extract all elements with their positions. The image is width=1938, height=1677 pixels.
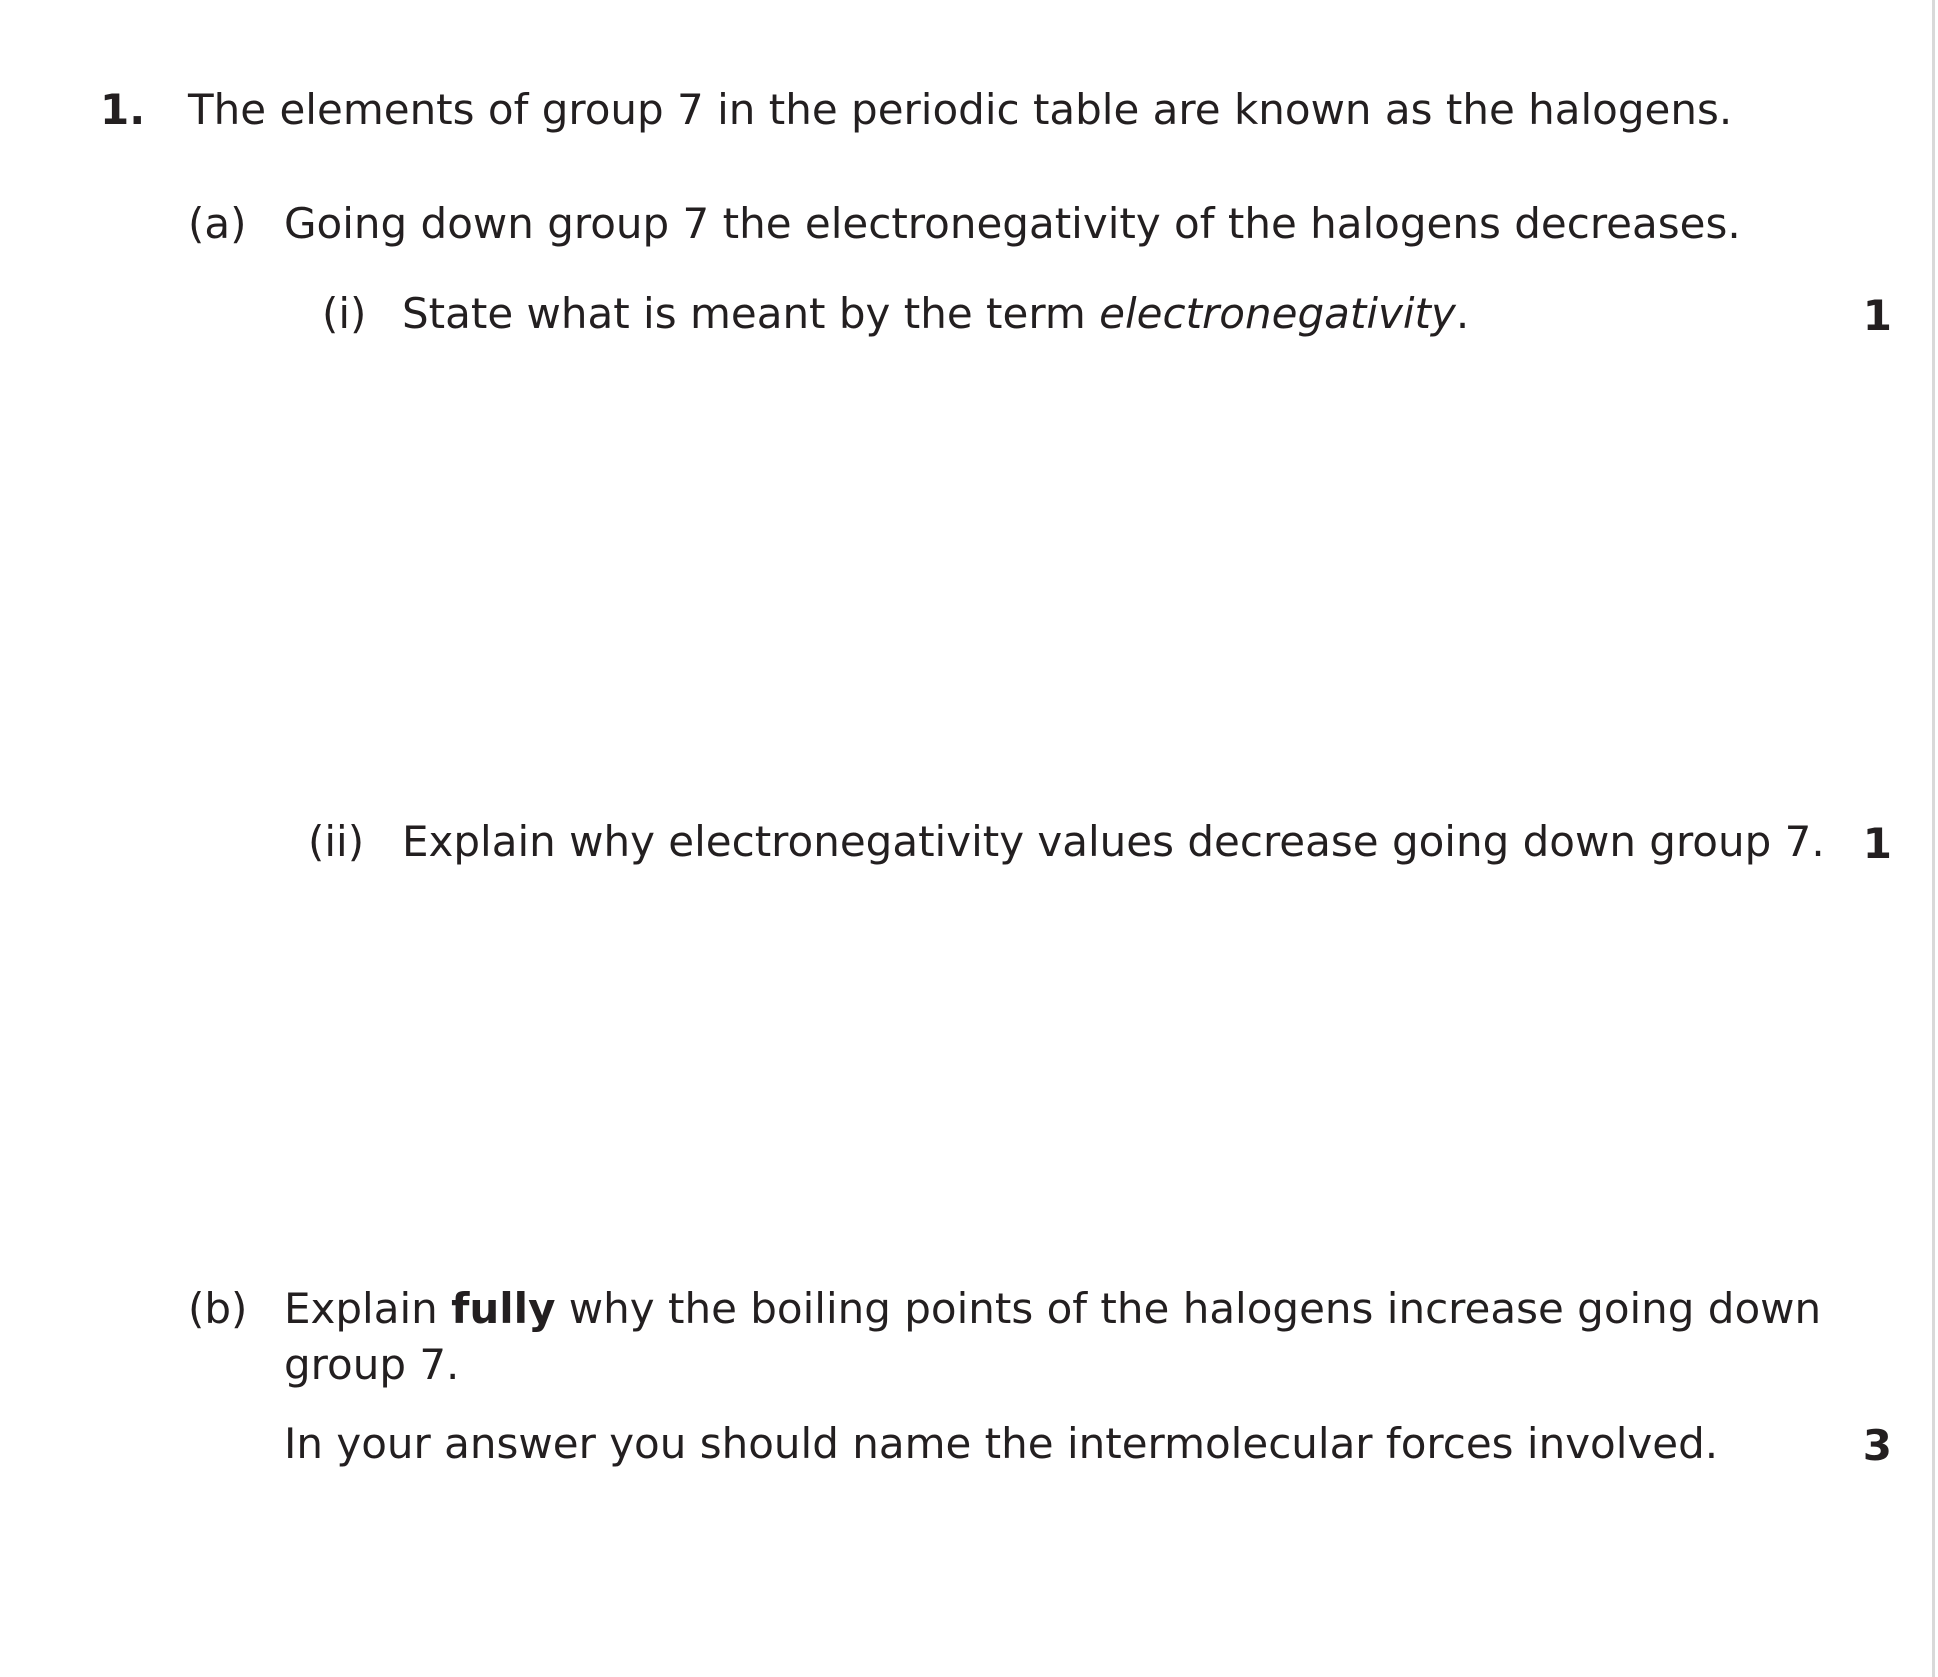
- part-a-label: (a): [188, 199, 247, 248]
- sub-ii-text: Explain why electronegativity values decrease going down group 7.: [402, 817, 1825, 866]
- part-a-text: Going down group 7 the electronegativity of the halogens decreases.: [284, 199, 1741, 248]
- sub-i-text-before: State what is meant by the term: [402, 289, 1100, 338]
- sub-i-text: [402, 286, 1469, 342]
- sub-ii-label: (ii): [308, 817, 365, 866]
- part-b-line3: In your answer you should name the intermolecular forces involved.: [284, 1419, 1719, 1468]
- part-b-line1-after: why the boiling points of the halogens increase going down: [555, 1284, 1822, 1333]
- question-stem: The elements of group 7 in the periodic table are known as the halogens.: [188, 85, 1733, 134]
- part-b-line1: [284, 1281, 1821, 1337]
- part-b-label: (b): [188, 1284, 248, 1333]
- part-b-emphasis: fully: [451, 1284, 556, 1333]
- part-b-line1-before: Explain: [284, 1284, 452, 1333]
- question-number: 1.: [100, 85, 146, 134]
- sub-ii-marks: 1: [1862, 819, 1892, 868]
- sub-i-marks: 1: [1862, 291, 1892, 340]
- sub-i-term: electronegativity: [1099, 289, 1456, 338]
- sub-i-text-after: .: [1455, 289, 1470, 338]
- part-b-marks: 3: [1862, 1421, 1892, 1470]
- part-b-line2: group 7.: [284, 1340, 460, 1389]
- page-edge-divider: [1932, 0, 1935, 1677]
- sub-i-label: (i): [322, 289, 367, 338]
